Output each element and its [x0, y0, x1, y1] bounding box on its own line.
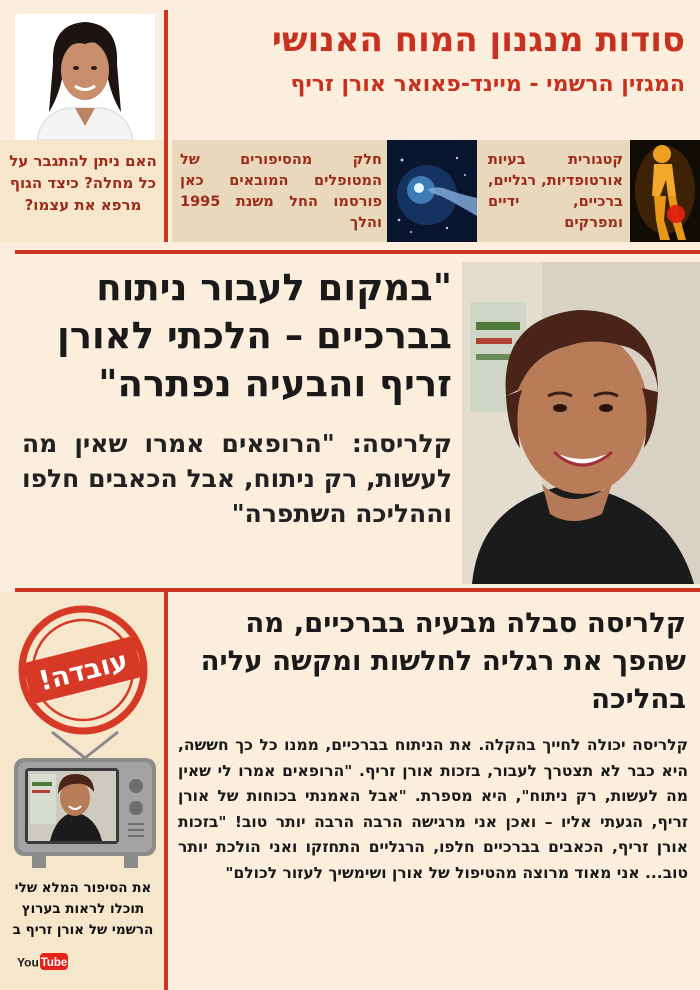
magazine-header — [175, 14, 685, 114]
magazine-subtitle: המגזין הרשמי - מיינד-פאואר אורן זריף — [290, 72, 685, 97]
health-question: האם ניתן להתגבר על כל מחלה? כיצד הגוף מרפא את עצמו? — [9, 152, 157, 214]
tv-video-thumbnail[interactable] — [10, 730, 160, 870]
fact-stamp — [18, 605, 148, 735]
youtube-logo[interactable] — [17, 952, 69, 971]
feature-headline: "במקום לעבור ניתוח בברכיים – הלכתי לאורן זריף והבעיה נפתרה" — [57, 266, 452, 405]
story-subheadline: קלריסה סבלה מבעיה בברכיים, מה שהפך את רגליה לחלשות ומקשה עליה בהליכה — [200, 607, 686, 715]
video-callout: את הסיפור המלא שלי תוכלו לראות בערוץ הרשמי של אורן זריף ב — [12, 880, 154, 938]
knee-pain-image — [630, 140, 700, 242]
story-body: קלריסה יכולה לחייך בהקלה. את הניתוח בברכיים, ממנו כל כך חששה, היא כבר לא תצטרך לעבור, בזכות אורן זריף. "הרופאים אמרו לי שאין מה לעשות, רק ניתוח", היא מספרת. "אבל האמנתי בכוחות של אורן זריף, הגעתי אליו – ואכן אני מרגישה הרבה הרבה יותר טוב! "בזכות אורן זריף, הכאבים בברכיים חלפו, הרגליים התחזקו ואני הולכת יותר טוב... אני מאוד מרוצה מהטיפול של אורן ושימשיך לעזור לכולם" — [178, 736, 688, 882]
youtube-label-tube: Tube — [40, 957, 68, 969]
category-label: קטגורית בעיות אורטופדיות, רגליים, ברכיים, ידיים ומפרקים — [488, 152, 623, 231]
sidebar-divider-vertical — [164, 592, 168, 990]
digital-hand-image — [387, 140, 477, 242]
stamp-text: עובדה! — [35, 645, 131, 698]
testimonial-photo — [462, 262, 700, 584]
youtube-label-you: You — [17, 955, 39, 970]
author-portrait — [15, 14, 155, 140]
section-divider — [15, 250, 700, 254]
stories-note: חלק מהסיפורים של המטופלים המובאים כאן פורסמו החל משנת 1995 והלך — [180, 152, 382, 231]
magazine-title: סודות מנגנון המוח האנושי — [271, 20, 685, 60]
header-divider-vertical — [164, 10, 168, 242]
feature-quote: קלריסה: "הרופאים אמרו שאין מה לעשות, רק ניתוח, אבל הכאבים חלפו וההליכה השתפרה" — [22, 429, 452, 528]
